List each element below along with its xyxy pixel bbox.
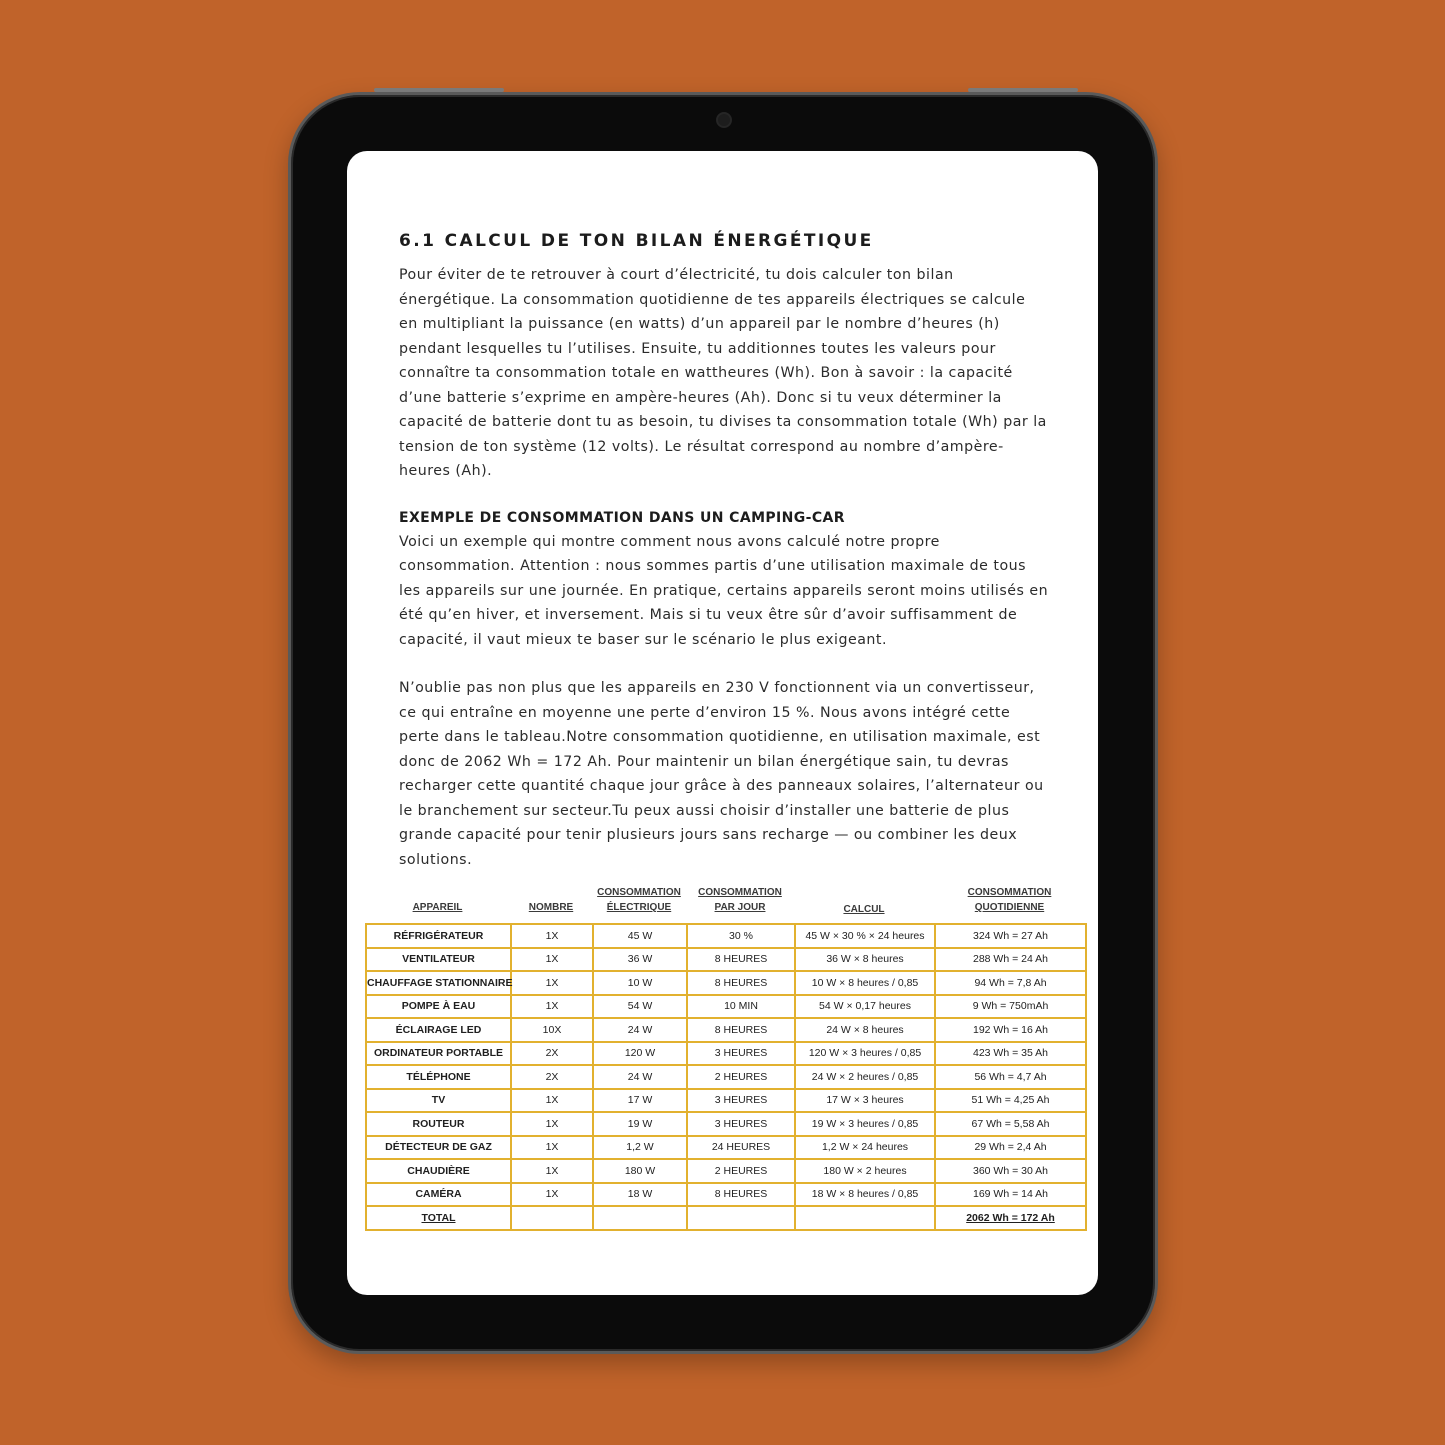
table-row bbox=[366, 1042, 1086, 1066]
converter-paragraph: N’oublie pas non plus que les appareils en 230 V fonctionnent via un convertisseur, ce qui entraîne en moyenne une perte d’environ 15 %. Nous avons intégré cette perte dans le tableau.Notre consommation quotidienne, en utilisation maximale, est donc de 2062 Wh = 172 Ah. Pour maintenir un bilan énergétique sain, tu devras recharger cette quantité chaque jour grâce à des panneaux solaires, l’alternateur ou le branchement sur secteur.Tu peux aussi choisir d’installer une batterie de plus grande capacité pour tenir plusieurs jours sans recharge — ou combiner les deux solutions. bbox=[399, 680, 1044, 868]
cell-quotidienne: 169 Wh = 14 Ah bbox=[935, 1183, 1086, 1207]
cell-duree: 3 HEURES bbox=[687, 1112, 795, 1136]
cell-duree: 24 HEURES bbox=[687, 1136, 795, 1160]
empty-cell bbox=[511, 1206, 593, 1230]
document-body bbox=[399, 229, 1049, 872]
page-title: 6.1 CALCUL DE TON BILAN ÉNERGÉTIQUE bbox=[399, 231, 874, 251]
cell-calcul: 24 W × 8 heures bbox=[795, 1018, 935, 1042]
consumption-table bbox=[365, 881, 1085, 1231]
cell-calcul: 36 W × 8 heures bbox=[795, 948, 935, 972]
cell-nombre: 1X bbox=[511, 971, 593, 995]
table-row bbox=[366, 948, 1086, 972]
cell-calcul: 18 W × 8 heures / 0,85 bbox=[795, 1183, 935, 1207]
cell-quotidienne: 29 Wh = 2,4 Ah bbox=[935, 1136, 1086, 1160]
cell-appareil: TV bbox=[366, 1089, 511, 1113]
cell-nombre: 1X bbox=[511, 1183, 593, 1207]
header-consommation-quotidienne: CONSOMMATION QUOTIDIENNE bbox=[967, 887, 1052, 913]
cell-puissance: 10 W bbox=[593, 971, 687, 995]
table-row bbox=[366, 1018, 1086, 1042]
cell-quotidienne: 56 Wh = 4,7 Ah bbox=[935, 1065, 1086, 1089]
table-row bbox=[366, 1112, 1086, 1136]
cell-duree: 8 HEURES bbox=[687, 948, 795, 972]
cell-quotidienne: 192 Wh = 16 Ah bbox=[935, 1018, 1086, 1042]
cell-puissance: 24 W bbox=[593, 1065, 687, 1089]
cell-duree: 8 HEURES bbox=[687, 1183, 795, 1207]
empty-cell bbox=[687, 1206, 795, 1230]
cell-quotidienne: 324 Wh = 27 Ah bbox=[935, 924, 1086, 948]
data-table bbox=[365, 923, 1087, 1231]
cell-puissance: 54 W bbox=[593, 995, 687, 1019]
cell-appareil: ÉCLAIRAGE LED bbox=[366, 1018, 511, 1042]
cell-puissance: 1,2 W bbox=[593, 1136, 687, 1160]
cell-appareil: CHAUFFAGE STATIONNAIRE bbox=[366, 971, 511, 995]
cell-appareil: CAMÉRA bbox=[366, 1183, 511, 1207]
cell-appareil: VENTILATEUR bbox=[366, 948, 511, 972]
table-total-row bbox=[366, 1206, 1086, 1230]
cell-quotidienne: 51 Wh = 4,25 Ah bbox=[935, 1089, 1086, 1113]
cell-puissance: 19 W bbox=[593, 1112, 687, 1136]
table-row bbox=[366, 1089, 1086, 1113]
cell-nombre: 1X bbox=[511, 995, 593, 1019]
cell-appareil: POMPE À EAU bbox=[366, 995, 511, 1019]
cell-nombre: 2X bbox=[511, 1065, 593, 1089]
total-label: TOTAL bbox=[366, 1206, 511, 1230]
table-row bbox=[366, 1159, 1086, 1183]
cell-puissance: 45 W bbox=[593, 924, 687, 948]
cell-puissance: 18 W bbox=[593, 1183, 687, 1207]
cell-nombre: 1X bbox=[511, 1136, 593, 1160]
cell-duree: 8 HEURES bbox=[687, 971, 795, 995]
cell-calcul: 10 W × 8 heures / 0,85 bbox=[795, 971, 935, 995]
cell-nombre: 1X bbox=[511, 948, 593, 972]
cell-quotidienne: 288 Wh = 24 Ah bbox=[935, 948, 1086, 972]
cell-calcul: 180 W × 2 heures bbox=[795, 1159, 935, 1183]
example-paragraph: Voici un exemple qui montre comment nous avons calculé notre propre consommation. Attention : nous sommes partis d’une utilisation maximale de tous les appareils sur une journée. En pratique, certains appareils seront moins utilisés en été qu’en hiver, et inversement. Mais si tu veux être sûr d’avoir suffisamment de capacité, il vaut mieux te baser sur le scénario le plus exigeant. bbox=[399, 533, 1049, 648]
cell-calcul: 54 W × 0,17 heures bbox=[795, 995, 935, 1019]
table-row bbox=[366, 1183, 1086, 1207]
empty-cell bbox=[593, 1206, 687, 1230]
cell-quotidienne: 9 Wh = 750mAh bbox=[935, 995, 1086, 1019]
cell-nombre: 1X bbox=[511, 1089, 593, 1113]
header-calcul: CALCUL bbox=[843, 904, 885, 915]
cell-calcul: 1,2 W × 24 heures bbox=[795, 1136, 935, 1160]
section-subtitle: EXEMPLE DE CONSOMMATION DANS UN CAMPING-CAR bbox=[399, 509, 845, 526]
cell-quotidienne: 423 Wh = 35 Ah bbox=[935, 1042, 1086, 1066]
cell-nombre: 1X bbox=[511, 1112, 593, 1136]
cell-puissance: 24 W bbox=[593, 1018, 687, 1042]
tablet-screen bbox=[347, 151, 1098, 1295]
cell-quotidienne: 94 Wh = 7,8 Ah bbox=[935, 971, 1086, 995]
cell-puissance: 120 W bbox=[593, 1042, 687, 1066]
cell-duree: 2 HEURES bbox=[687, 1065, 795, 1089]
cell-calcul: 24 W × 2 heures / 0,85 bbox=[795, 1065, 935, 1089]
cell-calcul: 45 W × 30 % × 24 heures bbox=[795, 924, 935, 948]
header-consommation-par-jour: CONSOMMATION PAR JOUR bbox=[698, 887, 782, 913]
empty-cell bbox=[795, 1206, 935, 1230]
cell-appareil: CHAUDIÈRE bbox=[366, 1159, 511, 1183]
table-row bbox=[366, 971, 1086, 995]
cell-nombre: 10X bbox=[511, 1018, 593, 1042]
cell-nombre: 1X bbox=[511, 924, 593, 948]
table-row bbox=[366, 1065, 1086, 1089]
cell-quotidienne: 360 Wh = 30 Ah bbox=[935, 1159, 1086, 1183]
cell-puissance: 36 W bbox=[593, 948, 687, 972]
cell-duree: 10 MIN bbox=[687, 995, 795, 1019]
cell-appareil: TÉLÉPHONE bbox=[366, 1065, 511, 1089]
intro-paragraph: Pour éviter de te retrouver à court d’électricité, tu dois calculer ton bilan énergétique. La consommation quotidienne de tes appareils électriques se calcule en multipliant la puissance (en watts) d’un appareil par le nombre d’heures (h) pendant lesquelles tu l’utilises. Ensuite, tu additionnes toutes les valeurs pour connaître ta consommation totale en wattheures (Wh). Bon à savoir : la capacité d’une batterie s’exprime en ampère-heures (Ah). Donc si tu veux déterminer la capacité de batterie dont tu as besoin, tu divises ta consommation totale (Wh) par la tension de ton système (12 volts). Le résultat correspond au nombre d’ampère-heures (Ah). bbox=[399, 267, 1047, 479]
camera-icon bbox=[716, 112, 732, 128]
total-value: 2062 Wh = 172 Ah bbox=[935, 1206, 1086, 1230]
table-header bbox=[365, 881, 1085, 923]
header-appareil: APPAREIL bbox=[412, 902, 463, 913]
cell-nombre: 1X bbox=[511, 1159, 593, 1183]
cell-puissance: 17 W bbox=[593, 1089, 687, 1113]
cell-duree: 3 HEURES bbox=[687, 1042, 795, 1066]
cell-appareil: ORDINATEUR PORTABLE bbox=[366, 1042, 511, 1066]
table-row bbox=[366, 1136, 1086, 1160]
cell-calcul: 19 W × 3 heures / 0,85 bbox=[795, 1112, 935, 1136]
cell-appareil: ROUTEUR bbox=[366, 1112, 511, 1136]
cell-puissance: 180 W bbox=[593, 1159, 687, 1183]
cell-duree: 3 HEURES bbox=[687, 1089, 795, 1113]
cell-appareil: RÉFRIGÉRATEUR bbox=[366, 924, 511, 948]
cell-calcul: 120 W × 3 heures / 0,85 bbox=[795, 1042, 935, 1066]
cell-duree: 2 HEURES bbox=[687, 1159, 795, 1183]
cell-duree: 8 HEURES bbox=[687, 1018, 795, 1042]
header-consommation-electrique: CONSOMMATION ÉLECTRIQUE bbox=[597, 887, 681, 913]
cell-nombre: 2X bbox=[511, 1042, 593, 1066]
tablet-power-button bbox=[968, 88, 1078, 92]
table-row bbox=[366, 995, 1086, 1019]
cell-quotidienne: 67 Wh = 5,58 Ah bbox=[935, 1112, 1086, 1136]
cell-appareil: DÉTECTEUR DE GAZ bbox=[366, 1136, 511, 1160]
tablet-volume-button bbox=[374, 88, 504, 92]
cell-duree: 30 % bbox=[687, 924, 795, 948]
table-row bbox=[366, 924, 1086, 948]
header-nombre: NOMBRE bbox=[528, 902, 574, 913]
cell-calcul: 17 W × 3 heures bbox=[795, 1089, 935, 1113]
